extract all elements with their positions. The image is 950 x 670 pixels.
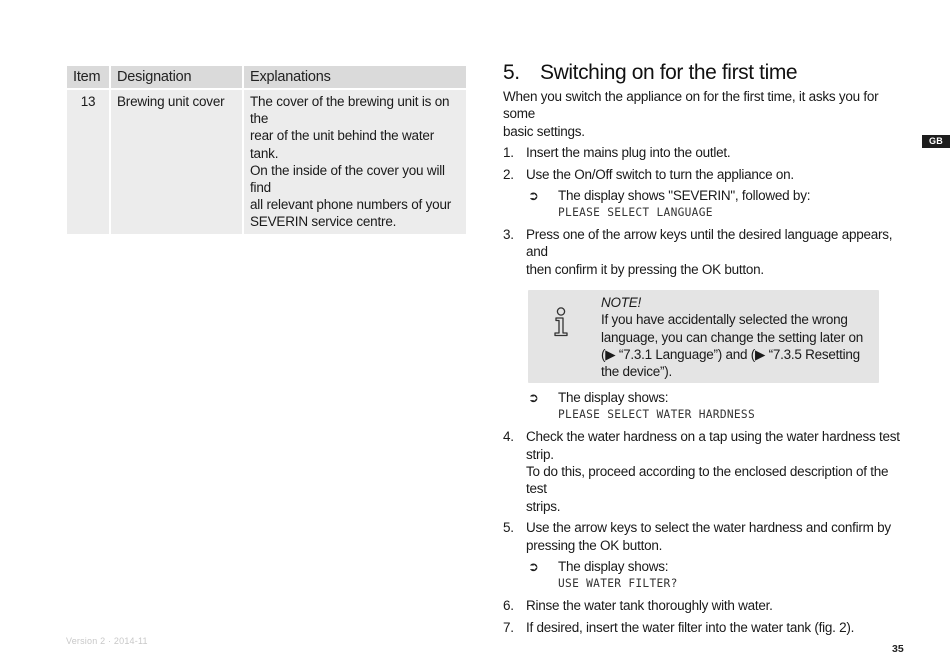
result-text: The display shows: bbox=[558, 559, 669, 575]
note-box bbox=[528, 290, 879, 383]
page-number: 35 bbox=[892, 643, 904, 655]
step-text: To do this, proceed according to the enclosed description of the test bbox=[526, 464, 889, 497]
result-arrow-icon: ➲ bbox=[528, 188, 539, 204]
note-line: If you have accidentally selected the wrong bbox=[601, 312, 848, 328]
info-icon bbox=[550, 307, 572, 337]
parts-table bbox=[67, 66, 466, 234]
section-switching-on bbox=[503, 60, 903, 636]
step-text: then confirm it by pressing the OK button. bbox=[526, 261, 764, 277]
explanation-line: SEVERIN service centre. bbox=[250, 214, 397, 230]
result-arrow-icon: ➲ bbox=[528, 559, 539, 575]
section-heading bbox=[503, 60, 903, 86]
step-number: 2. bbox=[503, 166, 514, 182]
step-number: 3. bbox=[503, 227, 514, 243]
result-arrow-icon: ➲ bbox=[528, 390, 539, 406]
step-3 bbox=[503, 226, 903, 278]
intro-line: When you switch the appliance on for the first time, it asks you for some bbox=[503, 89, 879, 122]
column-header-item: Item bbox=[67, 66, 110, 89]
step-6 bbox=[503, 597, 903, 614]
step-text: Insert the mains plug into the outlet. bbox=[526, 145, 731, 161]
result-text: The display shows: bbox=[558, 390, 669, 406]
step-number: 6. bbox=[503, 598, 514, 614]
step-text: strips. bbox=[526, 498, 561, 514]
step-5 bbox=[503, 519, 903, 554]
step-text: Rinse the water tank thoroughly with water. bbox=[526, 598, 773, 614]
table-header-row bbox=[67, 66, 466, 89]
step-text: If desired, insert the water filter into the water tank (fig. 2). bbox=[526, 619, 855, 635]
step-text: pressing the OK button. bbox=[526, 537, 663, 553]
footer-version: Version 2 · 2014-11 bbox=[66, 636, 148, 646]
step-5-result bbox=[503, 558, 903, 592]
display-message: PLEASE SELECT WATER HARDNESS bbox=[558, 408, 755, 422]
step-2 bbox=[503, 166, 903, 183]
step-3-result bbox=[503, 389, 903, 423]
explanation-line: On the inside of the cover you will find bbox=[250, 162, 445, 196]
note-line: language, you can change the setting later on bbox=[601, 329, 863, 345]
note-text bbox=[601, 294, 871, 380]
display-message: PLEASE SELECT LANGUAGE bbox=[558, 206, 713, 220]
step-number: 7. bbox=[503, 619, 514, 635]
section-title: Switching on for the first time bbox=[540, 61, 798, 84]
section-number: 5. bbox=[503, 61, 520, 84]
note-wrapper bbox=[503, 290, 903, 383]
cell-designation: Brewing unit cover bbox=[110, 89, 243, 234]
intro-line: basic settings. bbox=[503, 123, 585, 139]
note-line: (▶ “7.3.1 Language”) and (▶ “7.3.5 Resetting bbox=[601, 346, 860, 362]
table-row bbox=[67, 89, 466, 234]
cell-item: 13 bbox=[67, 89, 110, 234]
cell-explanation bbox=[243, 89, 466, 234]
step-number: 4. bbox=[503, 429, 514, 445]
step-text: Check the water hardness on a tap using the water hardness test strip. bbox=[526, 429, 900, 462]
note-title: NOTE! bbox=[601, 295, 642, 311]
explanation-line: The cover of the brewing unit is on the bbox=[250, 94, 450, 127]
column-header-explanations: Explanations bbox=[243, 66, 466, 89]
step-7 bbox=[503, 619, 903, 636]
step-2-result bbox=[503, 187, 903, 221]
column-header-designation: Designation bbox=[110, 66, 243, 89]
language-tab: GB bbox=[922, 135, 950, 148]
result-text: The display shows "SEVERIN", followed by: bbox=[558, 188, 811, 204]
explanation-line: all relevant phone numbers of your bbox=[250, 197, 452, 213]
step-text: Press one of the arrow keys until the desired language appears, and bbox=[526, 227, 893, 260]
step-number: 1. bbox=[503, 145, 514, 161]
display-message: USE WATER FILTER? bbox=[558, 577, 678, 591]
explanation-line: rear of the unit behind the water tank. bbox=[250, 128, 435, 161]
step-text: Use the On/Off switch to turn the appliance on. bbox=[526, 166, 794, 182]
step-number: 5. bbox=[503, 520, 514, 536]
step-4 bbox=[503, 428, 903, 515]
step-1 bbox=[503, 144, 903, 161]
note-line: the device”). bbox=[601, 364, 673, 380]
intro-paragraph bbox=[503, 88, 903, 140]
step-text: Use the arrow keys to select the water hardness and confirm by bbox=[526, 520, 891, 536]
